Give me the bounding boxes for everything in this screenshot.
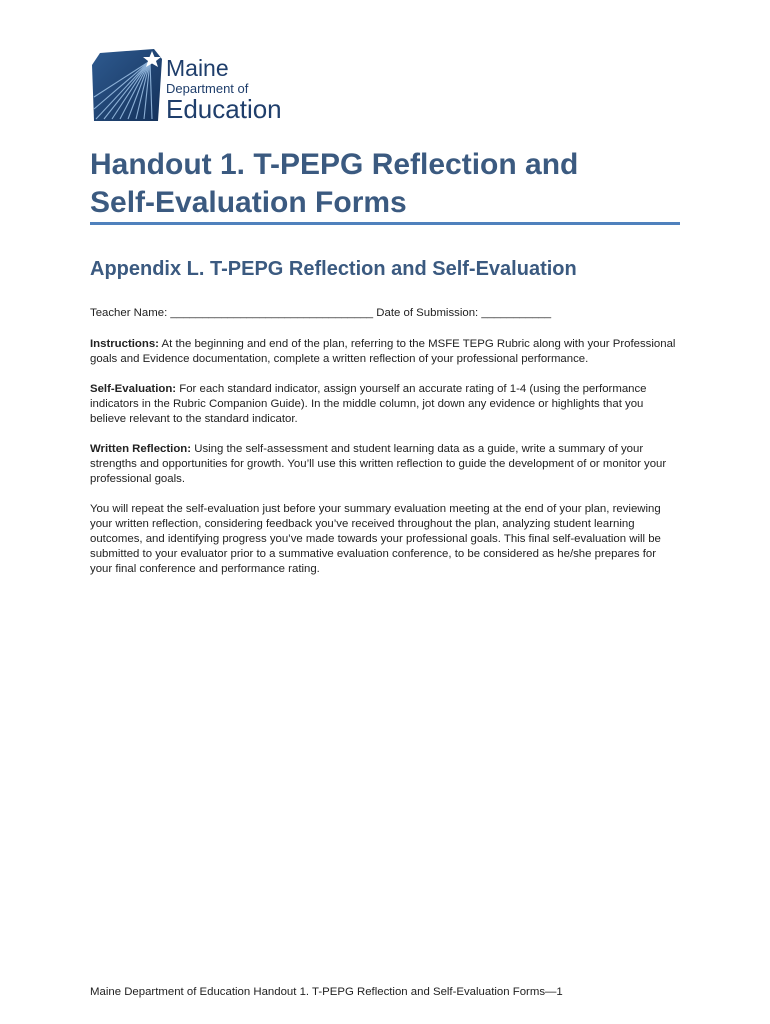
self-evaluation-text: For each standard indicator, assign yourself an accurate rating of 1-4 (using the performance indicators in the Rubric Companion Guide). In the middle column, jot down any evidence or highlights that you believe relevant to the standard indicator. [90, 383, 647, 425]
submission-fields [90, 306, 680, 321]
maine-state-icon [92, 47, 164, 123]
page-title-line-2: Self-Evaluation Forms [90, 186, 407, 219]
instructions-heading: Instructions: [90, 338, 159, 350]
logo-wordmark [166, 57, 282, 122]
logo-maine: Maine [166, 55, 229, 81]
instructions-text: At the beginning and end of the plan, referring to the MSFE TEPG Rubric along with your Professional goals and Evidence documentation, complete a written reflection of your professional performance. [90, 338, 676, 365]
instructions-paragraph [90, 337, 680, 367]
written-reflection-heading: Written Reflection: [90, 443, 192, 455]
teacher-name-label: Teacher Name: [90, 307, 171, 319]
document-body [90, 306, 680, 592]
logo-education: Education [166, 94, 282, 124]
page-footer: Maine Department of Education Handout 1. T-PEPG Reflection and Self-Evaluation Forms—1 [90, 986, 563, 998]
date-field[interactable]: ___________ [481, 307, 552, 319]
teacher-name-field[interactable]: ________________________________ [170, 307, 374, 319]
section-heading: Appendix L. T-PEPG Reflection and Self-Evaluation [90, 258, 577, 280]
title-divider [90, 222, 680, 225]
page-title [90, 146, 680, 222]
date-label: Date of Submission: [373, 307, 482, 319]
logo-department: Department of [166, 81, 249, 96]
page-title-line-1: Handout 1. T-PEPG Reflection and [90, 148, 579, 181]
written-reflection-paragraph [90, 442, 680, 487]
closing-paragraph: You will repeat the self-evaluation just before your summary evaluation meeting at the end of your plan, reviewing your written reflection, considering feedback you’ve received throughout the plan, analyzing student learning outcomes, and identifying progress you’ve made towards your professional goals. This final self-evaluation will be submitted to your evaluator prior to a summative evaluation conference, to be considered as he/she prepares for your final conference and performance rating. [90, 503, 661, 575]
written-reflection-text: Using the self-assessment and student learning data as a guide, write a summary of your strengths and opportunities for growth. You’ll use this written reflection to guide the development of or monitor your professional goals. [90, 443, 667, 485]
self-evaluation-paragraph [90, 382, 680, 427]
self-evaluation-heading: Self-Evaluation: [90, 383, 177, 395]
maine-doe-logo [92, 47, 304, 127]
